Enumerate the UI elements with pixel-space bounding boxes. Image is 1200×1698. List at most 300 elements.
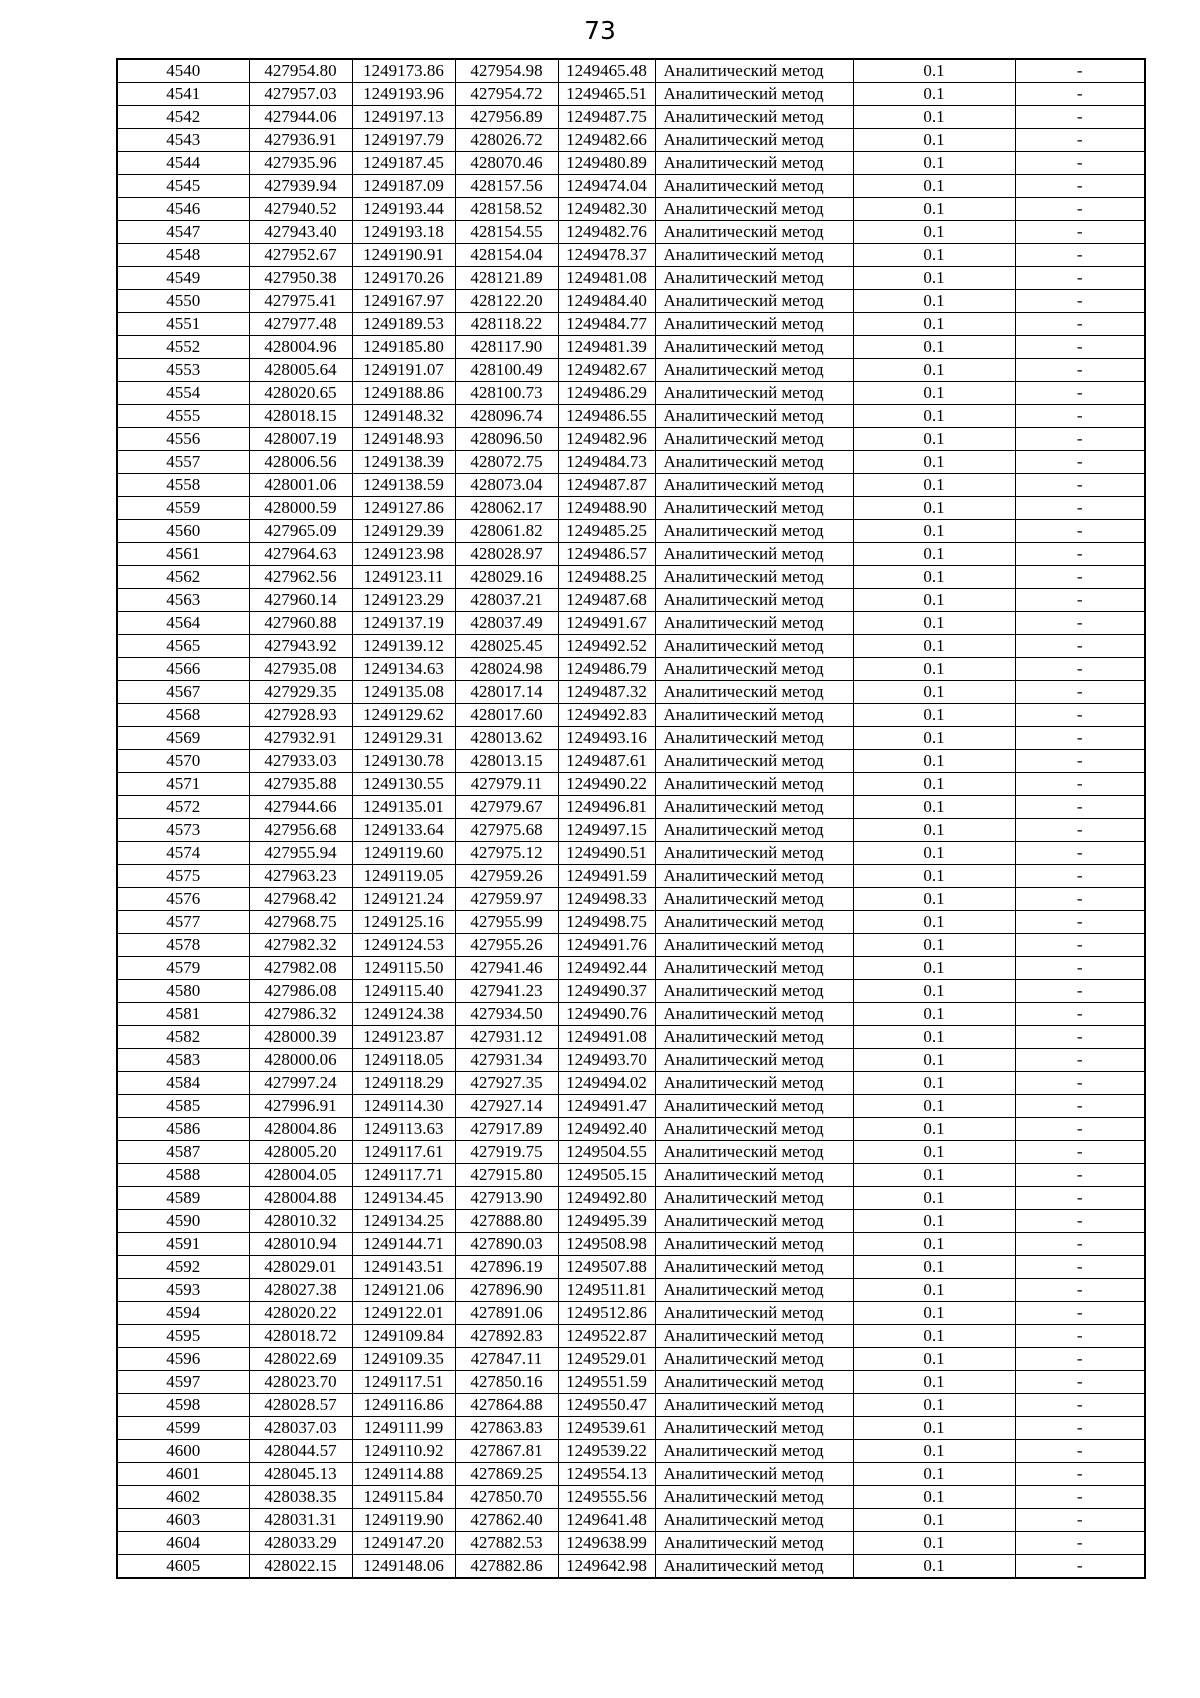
y2-coordinate-cell: 1249482.66	[558, 129, 655, 152]
point-number-cell: 4605	[117, 1555, 249, 1579]
y2-coordinate-cell: 1249487.61	[558, 750, 655, 773]
y1-coordinate-cell: 1249134.63	[352, 658, 455, 681]
accuracy-cell: 0.1	[853, 1440, 1015, 1463]
method-cell: Аналитический метод	[655, 819, 853, 842]
note-cell: -	[1015, 1463, 1145, 1486]
y2-coordinate-cell: 1249480.89	[558, 152, 655, 175]
y1-coordinate-cell: 1249121.24	[352, 888, 455, 911]
method-cell: Аналитический метод	[655, 543, 853, 566]
method-cell: Аналитический метод	[655, 359, 853, 382]
accuracy-cell: 0.1	[853, 612, 1015, 635]
note-cell: -	[1015, 152, 1145, 175]
method-cell: Аналитический метод	[655, 1348, 853, 1371]
y1-coordinate-cell: 1249114.88	[352, 1463, 455, 1486]
y1-coordinate-cell: 1249148.93	[352, 428, 455, 451]
x2-coordinate-cell: 427941.23	[455, 980, 558, 1003]
x1-coordinate-cell: 427944.06	[249, 106, 352, 129]
table-row	[117, 1118, 1145, 1141]
y1-coordinate-cell: 1249123.87	[352, 1026, 455, 1049]
x2-coordinate-cell: 428154.55	[455, 221, 558, 244]
note-cell: -	[1015, 796, 1145, 819]
y2-coordinate-cell: 1249486.29	[558, 382, 655, 405]
point-number-cell: 4562	[117, 566, 249, 589]
x2-coordinate-cell: 428013.15	[455, 750, 558, 773]
accuracy-cell: 0.1	[853, 1233, 1015, 1256]
table-row	[117, 106, 1145, 129]
x1-coordinate-cell: 428005.20	[249, 1141, 352, 1164]
note-cell: -	[1015, 1164, 1145, 1187]
y2-coordinate-cell: 1249642.98	[558, 1555, 655, 1579]
note-cell: -	[1015, 59, 1145, 83]
x1-coordinate-cell: 428006.56	[249, 451, 352, 474]
note-cell: -	[1015, 1279, 1145, 1302]
accuracy-cell: 0.1	[853, 704, 1015, 727]
accuracy-cell: 0.1	[853, 566, 1015, 589]
table-row	[117, 59, 1145, 83]
note-cell: -	[1015, 221, 1145, 244]
method-cell: Аналитический метод	[655, 1003, 853, 1026]
table-row	[117, 359, 1145, 382]
y2-coordinate-cell: 1249486.55	[558, 405, 655, 428]
y1-coordinate-cell: 1249144.71	[352, 1233, 455, 1256]
accuracy-cell: 0.1	[853, 1348, 1015, 1371]
y1-coordinate-cell: 1249111.99	[352, 1417, 455, 1440]
note-cell: -	[1015, 566, 1145, 589]
y1-coordinate-cell: 1249137.19	[352, 612, 455, 635]
x1-coordinate-cell: 427986.08	[249, 980, 352, 1003]
point-number-cell: 4556	[117, 428, 249, 451]
point-number-cell: 4603	[117, 1509, 249, 1532]
point-number-cell: 4597	[117, 1371, 249, 1394]
method-cell: Аналитический метод	[655, 451, 853, 474]
point-number-cell: 4582	[117, 1026, 249, 1049]
y1-coordinate-cell: 1249109.35	[352, 1348, 455, 1371]
x2-coordinate-cell: 427869.25	[455, 1463, 558, 1486]
x1-coordinate-cell: 428028.57	[249, 1394, 352, 1417]
y2-coordinate-cell: 1249465.51	[558, 83, 655, 106]
x2-coordinate-cell: 428121.89	[455, 267, 558, 290]
table-row	[117, 1233, 1145, 1256]
method-cell: Аналитический метод	[655, 957, 853, 980]
x2-coordinate-cell: 427941.46	[455, 957, 558, 980]
x2-coordinate-cell: 427934.50	[455, 1003, 558, 1026]
note-cell: -	[1015, 1118, 1145, 1141]
x2-coordinate-cell: 427891.06	[455, 1302, 558, 1325]
method-cell: Аналитический метод	[655, 290, 853, 313]
x2-coordinate-cell: 428026.72	[455, 129, 558, 152]
y2-coordinate-cell: 1249492.80	[558, 1187, 655, 1210]
y2-coordinate-cell: 1249487.75	[558, 106, 655, 129]
method-cell: Аналитический метод	[655, 1440, 853, 1463]
x2-coordinate-cell: 427954.72	[455, 83, 558, 106]
x1-coordinate-cell: 428022.15	[249, 1555, 352, 1579]
y2-coordinate-cell: 1249482.76	[558, 221, 655, 244]
y1-coordinate-cell: 1249134.45	[352, 1187, 455, 1210]
table-row	[117, 1164, 1145, 1187]
y2-coordinate-cell: 1249638.99	[558, 1532, 655, 1555]
x2-coordinate-cell: 427867.81	[455, 1440, 558, 1463]
note-cell: -	[1015, 1509, 1145, 1532]
note-cell: -	[1015, 474, 1145, 497]
accuracy-cell: 0.1	[853, 796, 1015, 819]
method-cell: Аналитический метод	[655, 1049, 853, 1072]
x2-coordinate-cell: 427862.40	[455, 1509, 558, 1532]
y2-coordinate-cell: 1249491.59	[558, 865, 655, 888]
accuracy-cell: 0.1	[853, 1394, 1015, 1417]
point-number-cell: 4569	[117, 727, 249, 750]
x1-coordinate-cell: 428004.86	[249, 1118, 352, 1141]
method-cell: Аналитический метод	[655, 1371, 853, 1394]
x2-coordinate-cell: 428037.21	[455, 589, 558, 612]
accuracy-cell: 0.1	[853, 957, 1015, 980]
method-cell: Аналитический метод	[655, 1187, 853, 1210]
method-cell: Аналитический метод	[655, 1256, 853, 1279]
accuracy-cell: 0.1	[853, 152, 1015, 175]
y1-coordinate-cell: 1249148.32	[352, 405, 455, 428]
method-cell: Аналитический метод	[655, 474, 853, 497]
y2-coordinate-cell: 1249487.32	[558, 681, 655, 704]
y2-coordinate-cell: 1249487.68	[558, 589, 655, 612]
y1-coordinate-cell: 1249193.18	[352, 221, 455, 244]
x1-coordinate-cell: 427975.41	[249, 290, 352, 313]
method-cell: Аналитический метод	[655, 589, 853, 612]
point-number-cell: 4561	[117, 543, 249, 566]
note-cell: -	[1015, 520, 1145, 543]
x2-coordinate-cell: 428118.22	[455, 313, 558, 336]
y2-coordinate-cell: 1249474.04	[558, 175, 655, 198]
y1-coordinate-cell: 1249114.30	[352, 1095, 455, 1118]
method-cell: Аналитический метод	[655, 221, 853, 244]
method-cell: Аналитический метод	[655, 612, 853, 635]
point-number-cell: 4552	[117, 336, 249, 359]
point-number-cell: 4596	[117, 1348, 249, 1371]
y2-coordinate-cell: 1249492.52	[558, 635, 655, 658]
table-row	[117, 474, 1145, 497]
y1-coordinate-cell: 1249122.01	[352, 1302, 455, 1325]
method-cell: Аналитический метод	[655, 1233, 853, 1256]
y1-coordinate-cell: 1249187.09	[352, 175, 455, 198]
accuracy-cell: 0.1	[853, 1486, 1015, 1509]
y2-coordinate-cell: 1249482.30	[558, 198, 655, 221]
x2-coordinate-cell: 427975.12	[455, 842, 558, 865]
y2-coordinate-cell: 1249554.13	[558, 1463, 655, 1486]
x1-coordinate-cell: 427952.67	[249, 244, 352, 267]
table-row	[117, 1509, 1145, 1532]
method-cell: Аналитический метод	[655, 267, 853, 290]
y2-coordinate-cell: 1249492.83	[558, 704, 655, 727]
accuracy-cell: 0.1	[853, 244, 1015, 267]
x1-coordinate-cell: 428000.39	[249, 1026, 352, 1049]
y2-coordinate-cell: 1249481.08	[558, 267, 655, 290]
point-number-cell: 4594	[117, 1302, 249, 1325]
point-number-cell: 4591	[117, 1233, 249, 1256]
y1-coordinate-cell: 1249170.26	[352, 267, 455, 290]
note-cell: -	[1015, 934, 1145, 957]
point-number-cell: 4579	[117, 957, 249, 980]
point-number-cell: 4547	[117, 221, 249, 244]
accuracy-cell: 0.1	[853, 865, 1015, 888]
accuracy-cell: 0.1	[853, 290, 1015, 313]
y2-coordinate-cell: 1249550.47	[558, 1394, 655, 1417]
y1-coordinate-cell: 1249197.13	[352, 106, 455, 129]
table-row	[117, 658, 1145, 681]
table-row	[117, 497, 1145, 520]
y1-coordinate-cell: 1249110.92	[352, 1440, 455, 1463]
note-cell: -	[1015, 658, 1145, 681]
method-cell: Аналитический метод	[655, 59, 853, 83]
y2-coordinate-cell: 1249539.22	[558, 1440, 655, 1463]
method-cell: Аналитический метод	[655, 1279, 853, 1302]
accuracy-cell: 0.1	[853, 1463, 1015, 1486]
table-row	[117, 589, 1145, 612]
y1-coordinate-cell: 1249117.51	[352, 1371, 455, 1394]
x1-coordinate-cell: 427935.08	[249, 658, 352, 681]
y2-coordinate-cell: 1249495.39	[558, 1210, 655, 1233]
table-row	[117, 750, 1145, 773]
x1-coordinate-cell: 428022.69	[249, 1348, 352, 1371]
x2-coordinate-cell: 427927.14	[455, 1095, 558, 1118]
x2-coordinate-cell: 428096.74	[455, 405, 558, 428]
y2-coordinate-cell: 1249493.16	[558, 727, 655, 750]
table-row	[117, 428, 1145, 451]
note-cell: -	[1015, 1486, 1145, 1509]
y2-coordinate-cell: 1249511.81	[558, 1279, 655, 1302]
table-row	[117, 313, 1145, 336]
table-row	[117, 198, 1145, 221]
table-row	[117, 1302, 1145, 1325]
table-row	[117, 865, 1145, 888]
accuracy-cell: 0.1	[853, 106, 1015, 129]
y1-coordinate-cell: 1249130.78	[352, 750, 455, 773]
table-row	[117, 1440, 1145, 1463]
y1-coordinate-cell: 1249109.84	[352, 1325, 455, 1348]
x2-coordinate-cell: 427975.68	[455, 819, 558, 842]
x2-coordinate-cell: 427882.86	[455, 1555, 558, 1579]
y2-coordinate-cell: 1249465.48	[558, 59, 655, 83]
x1-coordinate-cell: 427982.08	[249, 957, 352, 980]
table-row	[117, 1095, 1145, 1118]
y2-coordinate-cell: 1249492.44	[558, 957, 655, 980]
accuracy-cell: 0.1	[853, 681, 1015, 704]
y2-coordinate-cell: 1249507.88	[558, 1256, 655, 1279]
y1-coordinate-cell: 1249123.29	[352, 589, 455, 612]
method-cell: Аналитический метод	[655, 1509, 853, 1532]
x1-coordinate-cell: 427929.35	[249, 681, 352, 704]
note-cell: -	[1015, 336, 1145, 359]
table-row	[117, 727, 1145, 750]
y1-coordinate-cell: 1249134.25	[352, 1210, 455, 1233]
x2-coordinate-cell: 428013.62	[455, 727, 558, 750]
table-row	[117, 405, 1145, 428]
x2-coordinate-cell: 427915.80	[455, 1164, 558, 1187]
x2-coordinate-cell: 428100.49	[455, 359, 558, 382]
x2-coordinate-cell: 428158.52	[455, 198, 558, 221]
x1-coordinate-cell: 428029.01	[249, 1256, 352, 1279]
y2-coordinate-cell: 1249496.81	[558, 796, 655, 819]
method-cell: Аналитический метод	[655, 106, 853, 129]
point-number-cell: 4549	[117, 267, 249, 290]
x1-coordinate-cell: 428004.05	[249, 1164, 352, 1187]
point-number-cell: 4542	[117, 106, 249, 129]
point-number-cell: 4588	[117, 1164, 249, 1187]
y1-coordinate-cell: 1249117.61	[352, 1141, 455, 1164]
table-row	[117, 1003, 1145, 1026]
point-number-cell: 4578	[117, 934, 249, 957]
note-cell: -	[1015, 1026, 1145, 1049]
note-cell: -	[1015, 1072, 1145, 1095]
point-number-cell: 4602	[117, 1486, 249, 1509]
y1-coordinate-cell: 1249135.01	[352, 796, 455, 819]
note-cell: -	[1015, 865, 1145, 888]
x2-coordinate-cell: 427927.35	[455, 1072, 558, 1095]
y1-coordinate-cell: 1249190.91	[352, 244, 455, 267]
point-number-cell: 4593	[117, 1279, 249, 1302]
x1-coordinate-cell: 428004.88	[249, 1187, 352, 1210]
note-cell: -	[1015, 244, 1145, 267]
note-cell: -	[1015, 1256, 1145, 1279]
accuracy-cell: 0.1	[853, 934, 1015, 957]
method-cell: Аналитический метод	[655, 1463, 853, 1486]
x1-coordinate-cell: 427986.32	[249, 1003, 352, 1026]
x1-coordinate-cell: 427933.03	[249, 750, 352, 773]
y2-coordinate-cell: 1249490.51	[558, 842, 655, 865]
accuracy-cell: 0.1	[853, 1118, 1015, 1141]
method-cell: Аналитический метод	[655, 244, 853, 267]
point-number-cell: 4589	[117, 1187, 249, 1210]
y1-coordinate-cell: 1249124.38	[352, 1003, 455, 1026]
note-cell: -	[1015, 842, 1145, 865]
note-cell: -	[1015, 129, 1145, 152]
y1-coordinate-cell: 1249133.64	[352, 819, 455, 842]
table-row	[117, 911, 1145, 934]
point-number-cell: 4584	[117, 1072, 249, 1095]
x2-coordinate-cell: 427954.98	[455, 59, 558, 83]
point-number-cell: 4558	[117, 474, 249, 497]
method-cell: Аналитический метод	[655, 727, 853, 750]
note-cell: -	[1015, 428, 1145, 451]
x1-coordinate-cell: 427936.91	[249, 129, 352, 152]
x2-coordinate-cell: 427979.67	[455, 796, 558, 819]
y2-coordinate-cell: 1249488.25	[558, 566, 655, 589]
y1-coordinate-cell: 1249189.53	[352, 313, 455, 336]
accuracy-cell: 0.1	[853, 1302, 1015, 1325]
y1-coordinate-cell: 1249147.20	[352, 1532, 455, 1555]
table-row	[117, 221, 1145, 244]
method-cell: Аналитический метод	[655, 382, 853, 405]
method-cell: Аналитический метод	[655, 842, 853, 865]
note-cell: -	[1015, 451, 1145, 474]
point-number-cell: 4592	[117, 1256, 249, 1279]
x1-coordinate-cell: 428037.03	[249, 1417, 352, 1440]
y2-coordinate-cell: 1249490.76	[558, 1003, 655, 1026]
x1-coordinate-cell: 427960.88	[249, 612, 352, 635]
x1-coordinate-cell: 427963.23	[249, 865, 352, 888]
table-row	[117, 612, 1145, 635]
table-row	[117, 1486, 1145, 1509]
y1-coordinate-cell: 1249118.05	[352, 1049, 455, 1072]
table-row	[117, 796, 1145, 819]
x1-coordinate-cell: 427962.56	[249, 566, 352, 589]
point-number-cell: 4559	[117, 497, 249, 520]
x2-coordinate-cell: 427931.34	[455, 1049, 558, 1072]
x2-coordinate-cell: 428072.75	[455, 451, 558, 474]
y2-coordinate-cell: 1249486.57	[558, 543, 655, 566]
x2-coordinate-cell: 427956.89	[455, 106, 558, 129]
accuracy-cell: 0.1	[853, 1026, 1015, 1049]
x1-coordinate-cell: 427957.03	[249, 83, 352, 106]
y1-coordinate-cell: 1249113.63	[352, 1118, 455, 1141]
accuracy-cell: 0.1	[853, 1555, 1015, 1579]
accuracy-cell: 0.1	[853, 1049, 1015, 1072]
x1-coordinate-cell: 427939.94	[249, 175, 352, 198]
table-row	[117, 1371, 1145, 1394]
accuracy-cell: 0.1	[853, 129, 1015, 152]
x1-coordinate-cell: 427996.91	[249, 1095, 352, 1118]
point-number-cell: 4576	[117, 888, 249, 911]
x1-coordinate-cell: 427968.75	[249, 911, 352, 934]
table-row	[117, 520, 1145, 543]
y1-coordinate-cell: 1249123.11	[352, 566, 455, 589]
note-cell: -	[1015, 1440, 1145, 1463]
accuracy-cell: 0.1	[853, 83, 1015, 106]
y1-coordinate-cell: 1249129.62	[352, 704, 455, 727]
x2-coordinate-cell: 428122.20	[455, 290, 558, 313]
table-row	[117, 842, 1145, 865]
method-cell: Аналитический метод	[655, 336, 853, 359]
table-row	[117, 1141, 1145, 1164]
note-cell: -	[1015, 911, 1145, 934]
table-row	[117, 1072, 1145, 1095]
accuracy-cell: 0.1	[853, 727, 1015, 750]
point-number-cell: 4604	[117, 1532, 249, 1555]
accuracy-cell: 0.1	[853, 1141, 1015, 1164]
x2-coordinate-cell: 428029.16	[455, 566, 558, 589]
accuracy-cell: 0.1	[853, 221, 1015, 244]
table-row	[117, 451, 1145, 474]
point-number-cell: 4570	[117, 750, 249, 773]
x1-coordinate-cell: 428018.72	[249, 1325, 352, 1348]
note-cell: -	[1015, 1049, 1145, 1072]
note-cell: -	[1015, 359, 1145, 382]
x2-coordinate-cell: 427847.11	[455, 1348, 558, 1371]
method-cell: Аналитический метод	[655, 934, 853, 957]
x1-coordinate-cell: 427964.63	[249, 543, 352, 566]
note-cell: -	[1015, 589, 1145, 612]
point-number-cell: 4586	[117, 1118, 249, 1141]
y2-coordinate-cell: 1249491.76	[558, 934, 655, 957]
y1-coordinate-cell: 1249118.29	[352, 1072, 455, 1095]
x1-coordinate-cell: 427997.24	[249, 1072, 352, 1095]
method-cell: Аналитический метод	[655, 313, 853, 336]
table-row	[117, 1279, 1145, 1302]
point-number-cell: 4541	[117, 83, 249, 106]
table-row	[117, 1325, 1145, 1348]
x1-coordinate-cell: 428033.29	[249, 1532, 352, 1555]
x1-coordinate-cell: 427944.66	[249, 796, 352, 819]
x1-coordinate-cell: 427928.93	[249, 704, 352, 727]
method-cell: Аналитический метод	[655, 704, 853, 727]
method-cell: Аналитический метод	[655, 129, 853, 152]
accuracy-cell: 0.1	[853, 451, 1015, 474]
accuracy-cell: 0.1	[853, 543, 1015, 566]
accuracy-cell: 0.1	[853, 635, 1015, 658]
x1-coordinate-cell: 427943.40	[249, 221, 352, 244]
accuracy-cell: 0.1	[853, 750, 1015, 773]
method-cell: Аналитический метод	[655, 1118, 853, 1141]
x1-coordinate-cell: 428018.15	[249, 405, 352, 428]
accuracy-cell: 0.1	[853, 382, 1015, 405]
x2-coordinate-cell: 427955.99	[455, 911, 558, 934]
